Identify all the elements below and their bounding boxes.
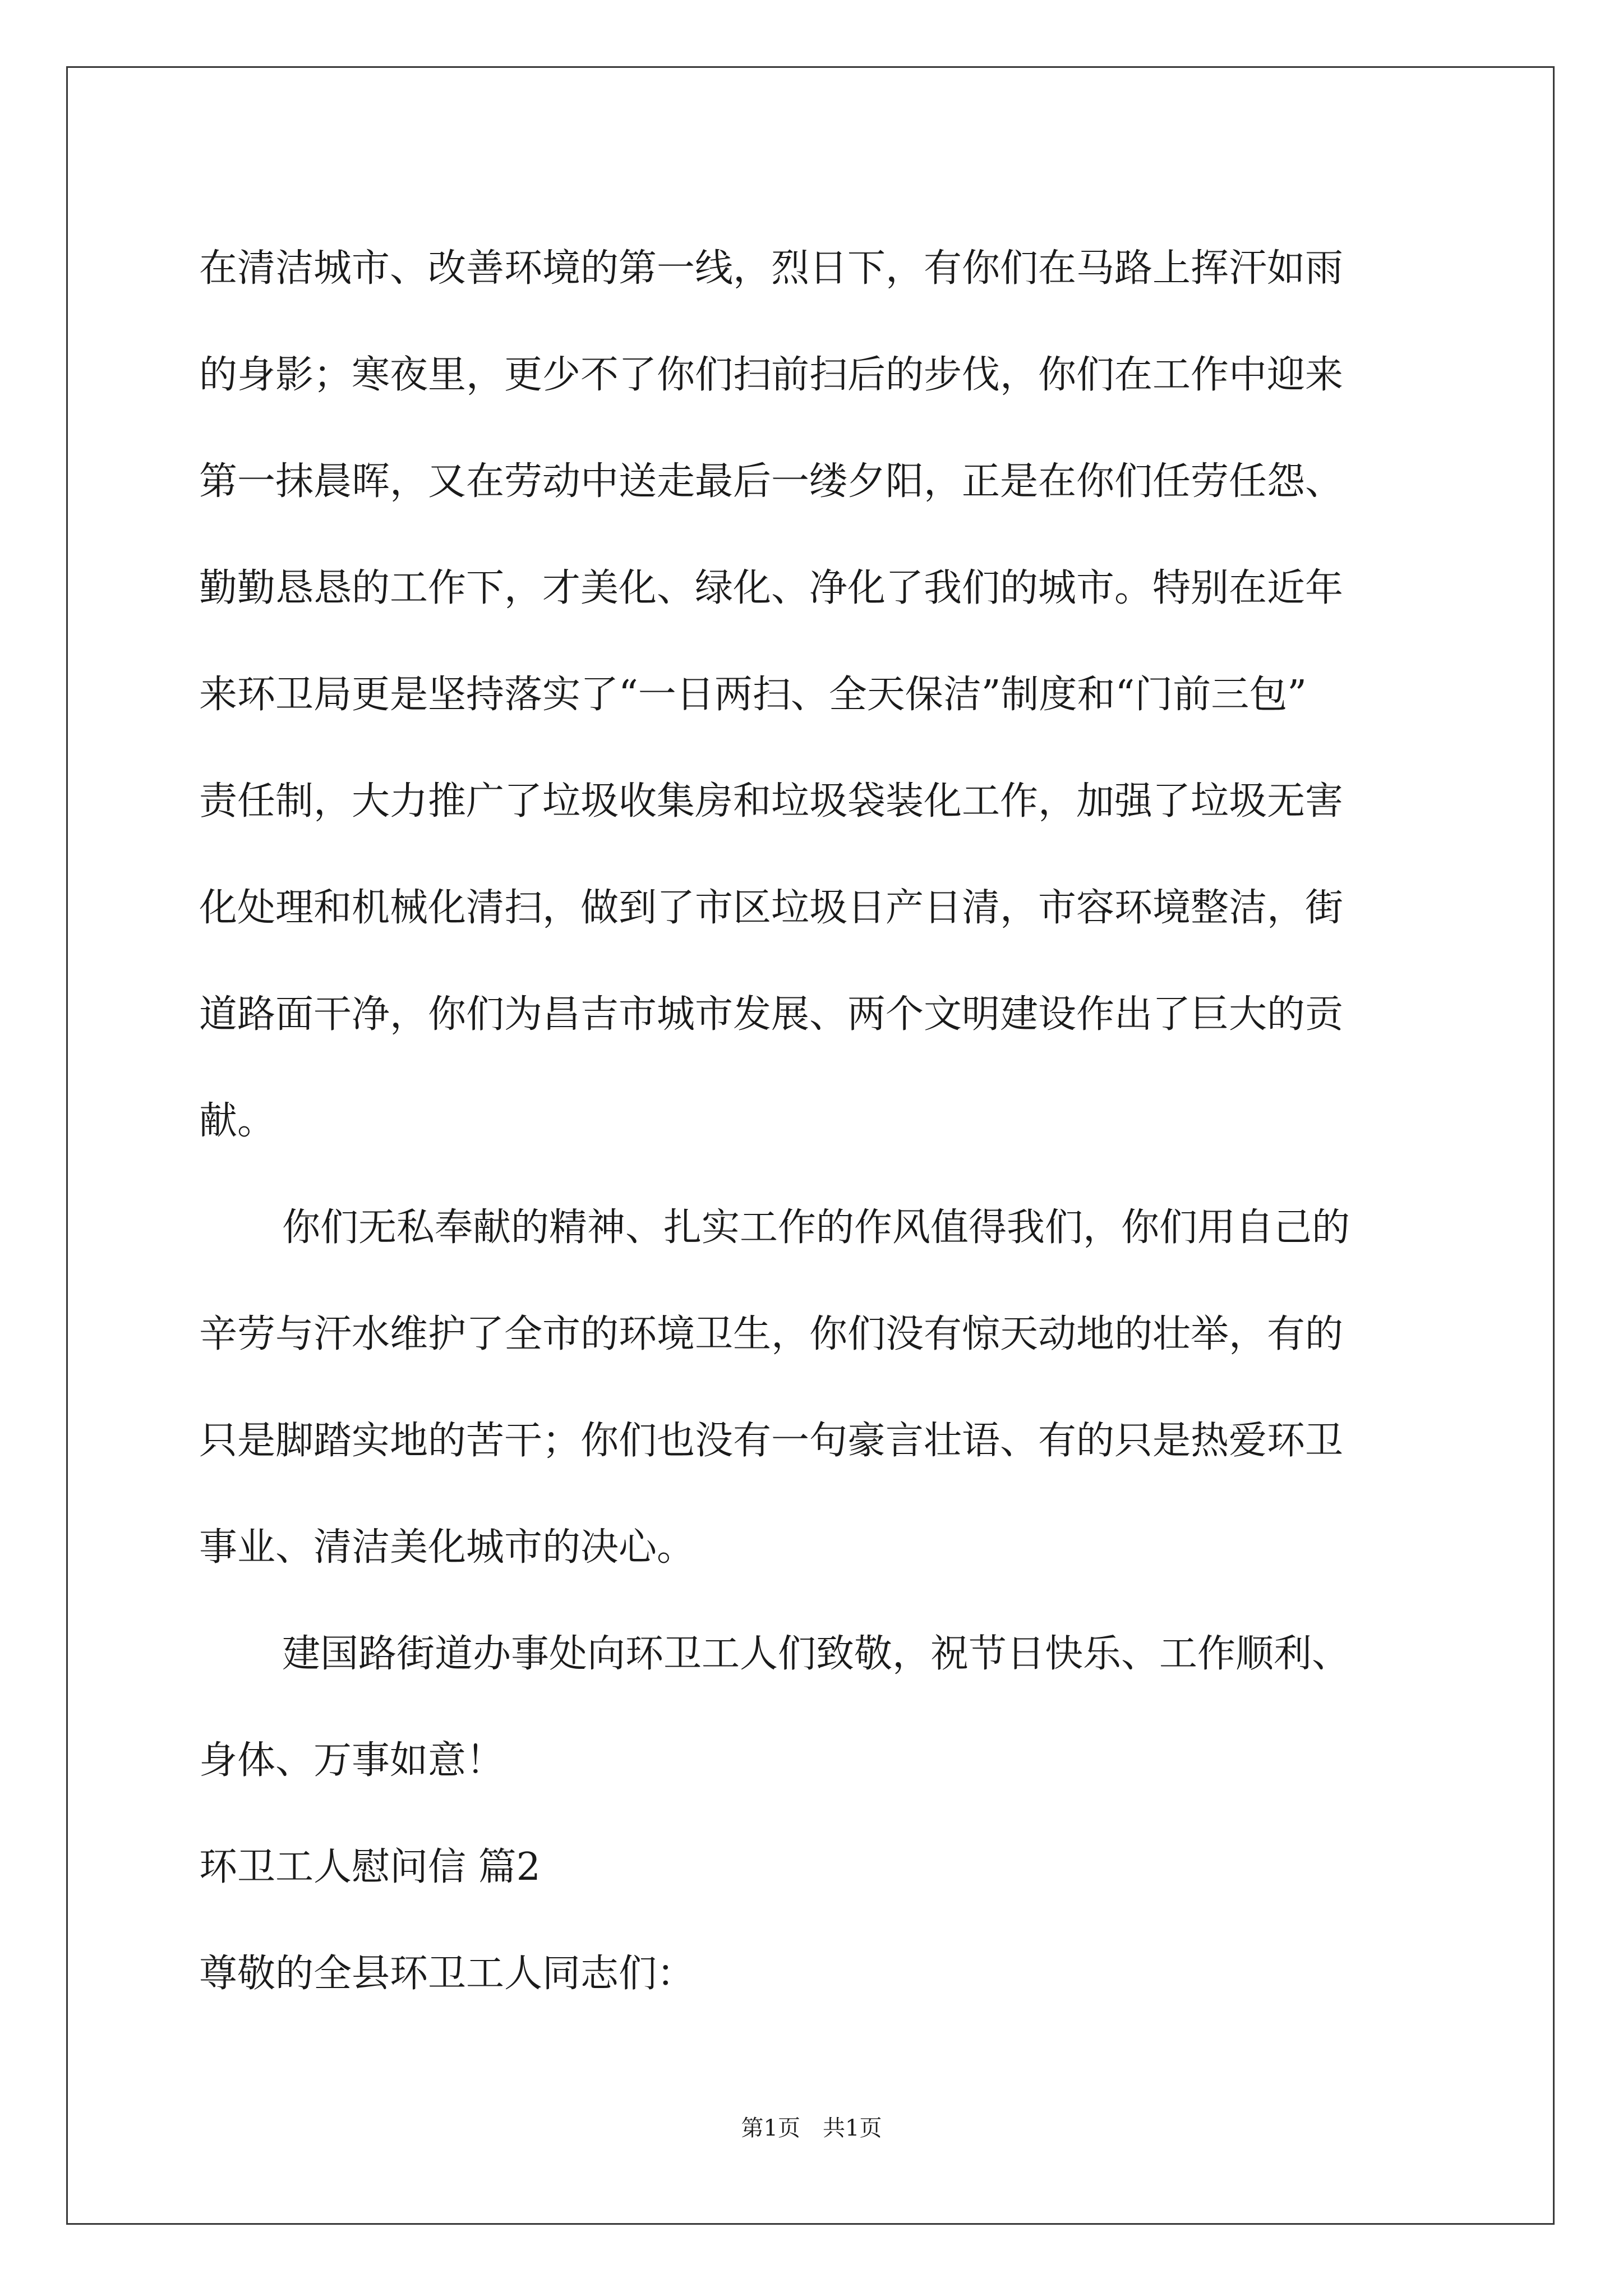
- paragraph-start-line: 建国路街道办事处向环卫工人们致敬，祝节日快乐、工作顺利、: [282, 1632, 1350, 1676]
- text-line: 只是脚踏实地的苦干；你们也没有一句豪言壮语、有的只是热爱环卫: [199, 1419, 1344, 1463]
- text-line: 献。: [199, 1099, 276, 1143]
- paragraph-start-line: 你们无私奉献的精神、扎实工作的作风值得我们，你们用自己的: [282, 1205, 1350, 1250]
- page-total: 共1页: [823, 2115, 882, 2141]
- text-line: 道路面干净，你们为昌吉市城市发展、两个文明建设作出了巨大的贡: [199, 992, 1344, 1037]
- text-line: 责任制，大力推广了垃圾收集房和垃圾袋装化工作，加强了垃圾无害: [199, 779, 1344, 823]
- text-line: 事业、清洁美化城市的决心。: [199, 1525, 695, 1570]
- section-heading: 环卫工人慰问信 篇2: [199, 1845, 541, 1889]
- text-line: 身体、万事如意！: [199, 1738, 505, 1783]
- page-footer: [0, 2110, 1623, 2142]
- text-line: 勤勤恳恳的工作下，才美化、绿化、净化了我们的城市。特别在近年: [199, 566, 1344, 610]
- text-line: 第一抹晨晖，又在劳动中送走最后一缕夕阳，正是在你们任劳任怨、: [199, 459, 1344, 504]
- text-line: 辛劳与汗水维护了全市的环境卫生，你们没有惊天动地的壮举，有的: [199, 1312, 1344, 1356]
- text-line: 来环卫局更是坚持落实了“一日两扫、全天保洁”制度和“门前三包”: [199, 673, 1307, 717]
- text-line: 在清洁城市、改善环境的第一线，烈日下，有你们在马路上挥汗如雨: [199, 246, 1344, 291]
- text-line: 的身影；寒夜里，更少不了你们扫前扫后的步伐，你们在工作中迎来: [199, 353, 1344, 397]
- page-number: 第1页: [741, 2115, 800, 2141]
- text-line: 化处理和机械化清扫，做到了市区垃圾日产日清，市容环境整洁，街: [199, 886, 1344, 930]
- document-body: [199, 215, 1433, 2027]
- salutation-line: 尊敬的全县环卫工人同志们：: [199, 1952, 695, 1996]
